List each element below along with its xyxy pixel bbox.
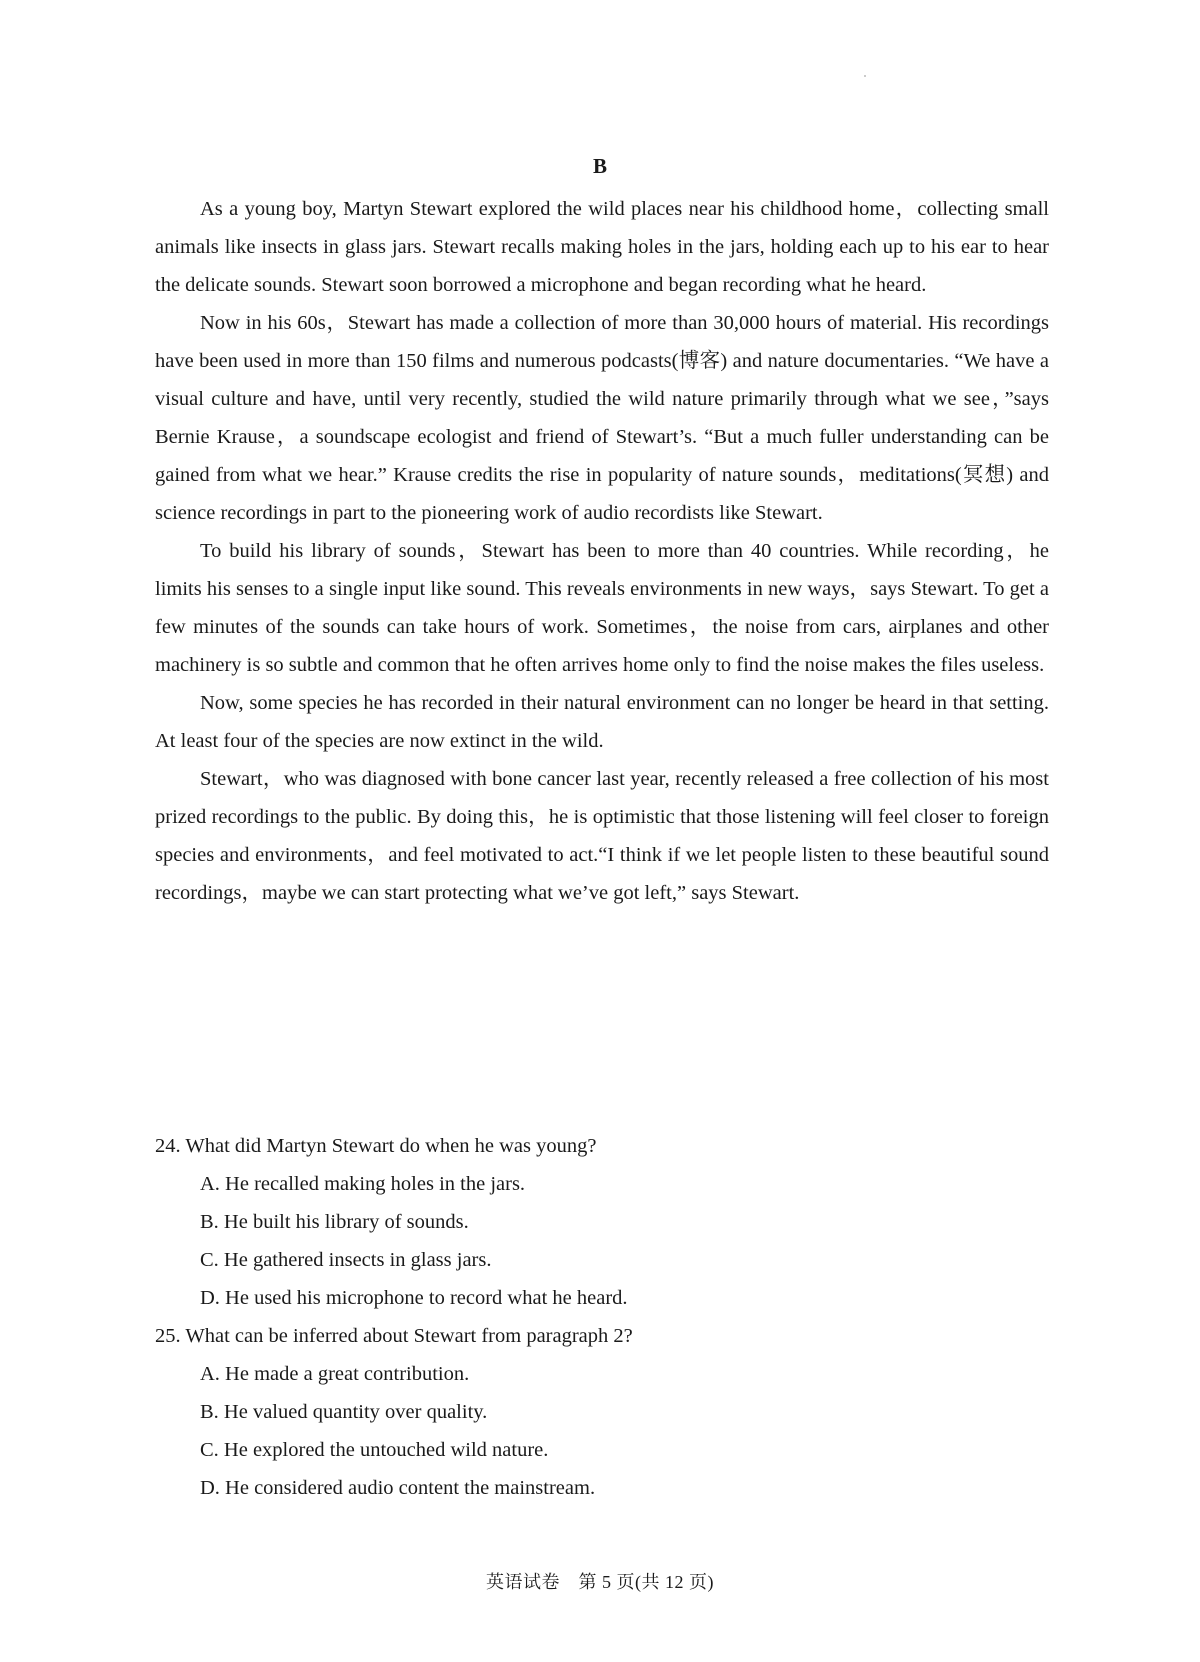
answer-options <box>155 1355 1049 1507</box>
section-label: B <box>592 154 607 178</box>
question-stem: 24. What did Martyn Stewart do when he was young? <box>155 1135 597 1157</box>
question-24 <box>155 1127 1049 1317</box>
reading-passage <box>155 190 1049 912</box>
scan-speck <box>864 75 866 77</box>
page-footer: 英语试卷 第 5 页(共 12 页) <box>486 1572 714 1592</box>
answer-options <box>155 1165 1049 1317</box>
answer-option: C. He explored the untouched wild nature. <box>200 1439 549 1461</box>
passage-paragraph: Now in his 60s，Stewart has made a collection of more than 30,000 hours of material. His recordings have been used in more than 150 films and numerous podcasts(博客) and nature documentaries. “We have a visual culture and have, until very recently, studied the wild nature primarily through what we see，”says Bernie Krause，a soundscape ecologist and friend of Stewart’s. “But a much fuller understanding can be gained from what we hear.” Krause credits the rise in popularity of nature sounds，meditations(冥想) and science recordings in part to the pioneering work of audio recordists like Stewart. <box>155 312 1049 524</box>
passage-paragraph: Now, some species he has recorded in their natural environment can no longer be heard in that setting. At least four of the species are now extinct in the wild. <box>155 692 1049 752</box>
question-25 <box>155 1317 1049 1507</box>
answer-option: D. He used his microphone to record what he heard. <box>200 1287 628 1309</box>
answer-option: A. He made a great contribution. <box>200 1363 470 1385</box>
passage-paragraph: To build his library of sounds，Stewart has been to more than 40 countries. While recording，he limits his senses to a single input like sound. This reveals environments in new ways，says Stewart. To get a few minutes of the sounds can take hours of work. Sometimes，the noise from cars, airplanes and other machinery is so subtle and common that he often arrives home only to find the noise makes the files useless. <box>155 540 1049 676</box>
answer-option: D. He considered audio content the mainstream. <box>200 1477 596 1499</box>
passage-paragraph: As a young boy, Martyn Stewart explored the wild places near his childhood home，collecting small animals like insects in glass jars. Stewart recalls making holes in the jars, holding each up to his ear to hear the delicate sounds. Stewart soon borrowed a microphone and began recording what he heard. <box>155 198 1049 296</box>
question-stem: 25. What can be inferred about Stewart from paragraph 2? <box>155 1325 633 1347</box>
answer-option: A. He recalled making holes in the jars. <box>200 1173 526 1195</box>
answer-option: B. He valued quantity over quality. <box>200 1401 488 1423</box>
question-list <box>155 1127 1049 1507</box>
answer-option: C. He gathered insects in glass jars. <box>200 1249 492 1271</box>
passage-paragraph: Stewart，who was diagnosed with bone cancer last year, recently released a free collection of his most prized recordings to the public. By doing this，he is optimistic that those listening will feel closer to foreign species and environments，and feel motivated to act.“I think if we let people listen to these beautiful sound recordings，maybe we can start protecting what we’ve got left,” says Stewart. <box>155 768 1049 904</box>
answer-option: B. He built his library of sounds. <box>200 1211 469 1233</box>
